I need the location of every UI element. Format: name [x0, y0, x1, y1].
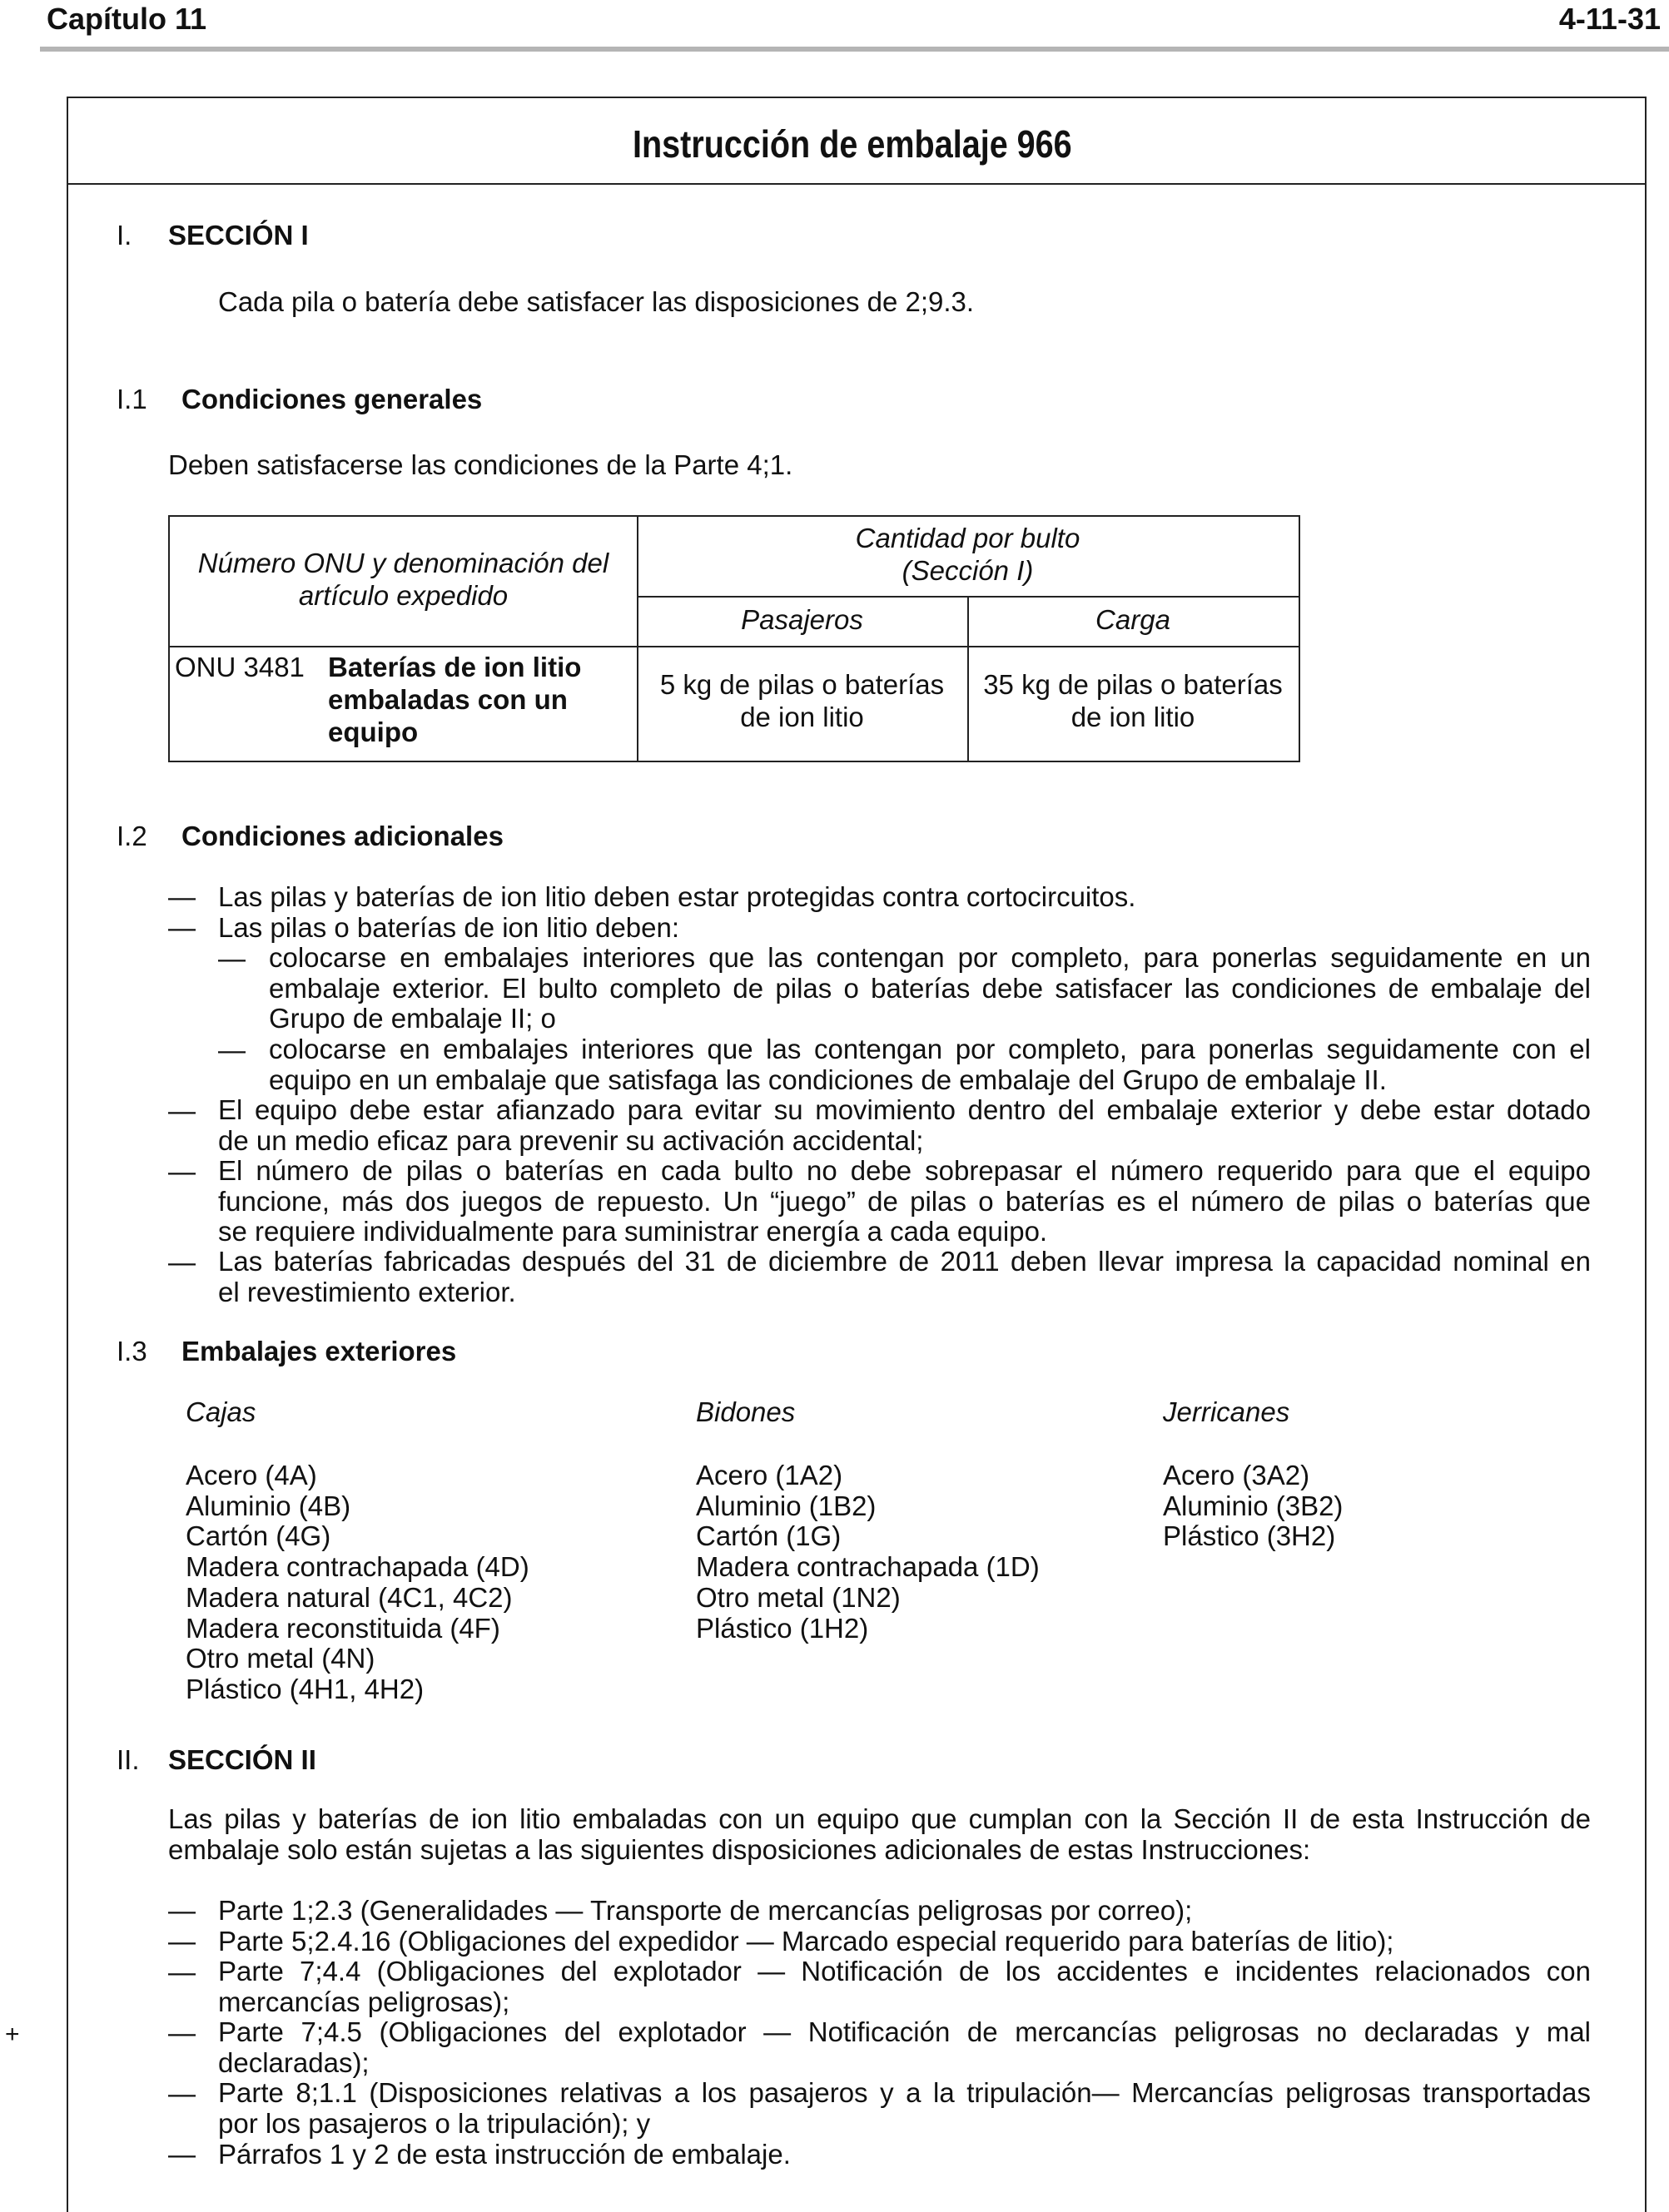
chapter-label: Capítulo 11	[47, 2, 207, 36]
bullet-dash: —	[168, 1957, 196, 1987]
bullet-dash: —	[168, 1095, 196, 1126]
section1-heading: SECCIÓN I	[168, 220, 309, 250]
section2-intro: Las pilas y baterías de ion litio embaladas con un equipo que cumplan con la Sección II de esta Instrucción de embalaje solo están sujetas a las siguientes disposiciones adicionales de estas Instrucciones:	[168, 1803, 1591, 1865]
bullet-dash: —	[168, 1247, 196, 1277]
section2-number: II.	[117, 1744, 140, 1775]
bullet-dash: —	[168, 2017, 196, 2048]
col-cargo-header: Carga	[1095, 604, 1170, 635]
section1-number: I.	[117, 220, 132, 250]
provision-item: Párrafos 1 y 2 de esta instrucción de embalaje.	[218, 2139, 791, 2170]
bullet-dash: —	[168, 1926, 196, 1957]
col-un-header: Número ONU y denominación del artículo expedido	[197, 548, 609, 611]
s11-heading: Condiciones generales	[181, 384, 483, 414]
passenger-quantity: 5 kg de pilas o baterías de ion litio	[659, 669, 945, 732]
condition-item: Las pilas o baterías de ion litio deben:	[218, 912, 680, 943]
un-proper-name: Baterías de ion litio embaladas con un equipo	[328, 652, 582, 747]
jerricans-list: Acero (3A2) Aluminio (3B2) Plástico (3H2)	[1163, 1460, 1344, 1552]
bullet-dash: —	[218, 943, 246, 974]
s12-heading: Condiciones adicionales	[181, 821, 504, 851]
bullet-dash: —	[168, 912, 196, 943]
bullet-dash: —	[168, 2078, 196, 2109]
s11-text: Deben satisfacerse las condiciones de la Parte 4;1.	[168, 449, 793, 480]
packaging-col-title: Bidones	[696, 1396, 796, 1427]
page-number: 4-11-31	[1558, 2, 1661, 36]
col-quantity-header: Cantidad por bulto (Sección I)	[855, 523, 1080, 586]
header-rule	[40, 47, 1669, 52]
title-rule	[67, 183, 1645, 185]
page-title: Instrucción de embalaje 966	[633, 122, 1072, 166]
packaging-col-title: Jerricanes	[1163, 1396, 1290, 1427]
bullet-dash: —	[168, 881, 196, 912]
provision-item: Parte 5;2.4.16 (Obligaciones del expedidor — Marcado especial requerido para baterías de litio);	[218, 1926, 1394, 1957]
margin-change-mark: +	[5, 2021, 20, 2048]
s13-heading: Embalajes exteriores	[181, 1336, 457, 1366]
s12-number: I.2	[117, 821, 147, 851]
bullet-dash: —	[168, 2139, 196, 2170]
section2-heading: SECCIÓN II	[168, 1744, 316, 1775]
col-passengers-header: Pasajeros	[741, 604, 863, 635]
provision-item: Parte 7;4.5 (Obligaciones del explotador — Notificación de mercancías peligrosas no declaradas y mal declaradas);	[218, 2016, 1591, 2078]
condition-item: Las baterías fabricadas después del 31 de diciembre de 2011 deben llevar impresa la capacidad nominal en el revestimiento exterior.	[218, 1246, 1591, 1307]
condition-item: El número de pilas o baterías en cada bulto no debe sobrepasar el número requerido para que el equipo funcione, más dos juegos de repuesto. Un “juego” de pilas o baterías es el número de pilas o baterías que se requiere individualmente para suministrar energía a cada equipo.	[218, 1155, 1591, 1247]
section1-intro: Cada pila o batería debe satisfacer las disposiciones de 2;9.3.	[218, 286, 975, 317]
cargo-quantity: 35 kg de pilas o baterías de ion litio	[983, 669, 1283, 732]
boxes-list: Acero (4A) Aluminio (4B) Cartón (4G) Madera contrachapada (4D) Madera natural (4C1, 4C2) Madera reconstituida (4F) Otro metal (4N) Plástico (4H1, 4H2)	[186, 1460, 529, 1704]
s13-number: I.3	[117, 1336, 147, 1366]
s11-number: I.1	[117, 384, 147, 414]
un-number: ONU 3481	[175, 652, 305, 682]
bullet-dash: —	[168, 1156, 196, 1187]
condition-subitem: colocarse en embalajes interiores que las contengan por completo, para ponerlas seguidamente con el equipo en un embalaje que satisfaga las condiciones de embalaje del Grupo de embalaje II.	[269, 1034, 1591, 1095]
condition-item: El equipo debe estar afianzado para evitar su movimiento dentro del embalaje exterior y debe estar dotado de un medio eficaz para prevenir su activación accidental;	[218, 1094, 1591, 1156]
condition-item: Las pilas y baterías de ion litio deben estar protegidas contra cortocircuitos.	[218, 881, 1136, 912]
packaging-col-title: Cajas	[186, 1396, 256, 1427]
provision-item: Parte 1;2.3 (Generalidades — Transporte de mercancías peligrosas por correo);	[218, 1895, 1193, 1926]
condition-subitem: colocarse en embalajes interiores que las contengan por completo, para ponerlas seguidamente en un embalaje exterior. El bulto completo de pilas o baterías debe satisfacer las condiciones de embalaje del Grupo de embalaje II; o	[269, 942, 1591, 1034]
quantity-table	[168, 515, 1300, 762]
bullet-dash: —	[218, 1034, 246, 1065]
bullet-dash: —	[168, 1895, 196, 1926]
provision-item: Parte 8;1.1 (Disposiciones relativas a los pasajeros y a la tripulación— Mercancías peligrosas transportadas por los pasajeros o la tripulación); y	[218, 2077, 1591, 2139]
drums-list: Acero (1A2) Aluminio (1B2) Cartón (1G) Madera contrachapada (1D) Otro metal (1N2) Plástico (1H2)	[696, 1460, 1040, 1644]
provision-item: Parte 7;4.4 (Obligaciones del explotador — Notificación de los accidentes e incidentes relacionados con mercancías peligrosas);	[218, 1956, 1591, 2017]
